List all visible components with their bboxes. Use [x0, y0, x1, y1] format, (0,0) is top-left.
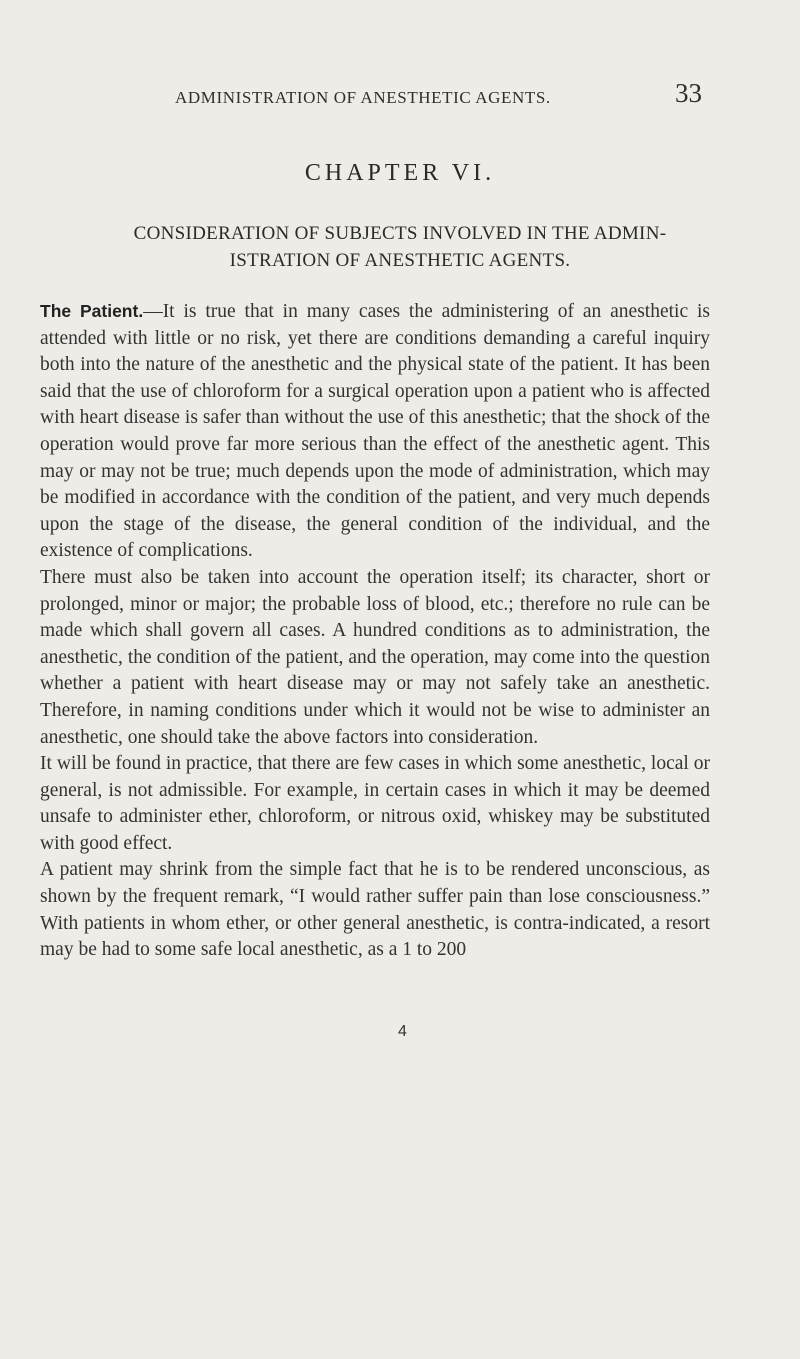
body-text — [40, 298, 710, 964]
paragraph-3: It will be found in practice, that there are few cases in which some anesthetic, local or general, is not admissible. For example, in certain cases in which it may be deemed unsafe to administer ether, chloroform, or nitrous oxid, whiskey may be substituted with good effect. — [40, 753, 710, 854]
paragraph-lead: The Patient. — [40, 301, 144, 321]
paragraph-2: There must also be taken into account the operation itself; its character, short or prolonged, minor or major; the probable loss of blood, etc.; therefore no rule can be made which shall govern all cases. A hundred conditions as to administration, the anesthetic, the condition of the patient, and the operation, may come into the question whether a patient with heart disease may or may not safely take an anesthetic. Therefore, in naming conditions under which it would not be wise to administer an anesthetic, one should take the above factors into consideration. — [40, 566, 710, 748]
page-number: 33 — [675, 78, 702, 108]
paragraph-1-text: —It is true that in many cases the administering of an anesthetic is attended with little or no risk, yet there are conditions demanding a careful inquiry both into the nature of the anesthetic and the physical state of the patient. It has been said that the use of chloroform for a surgical operation upon a patient who is affected with heart disease is safer than without the use of this anesthetic; that the shock of the operation would prove far more serious than the effect of the anesthetic agent. This may or may not be true; much depends upon the mode of administration, which may be modified in accordance with the condition of the patient, and very much depends upon the stage of the disease, the general condition of the individual, and the existence of complications. — [40, 301, 710, 562]
paragraph-4: A patient may shrink from the simple fact that he is to be rendered unconscious, as shown by the frequent remark, “I would rather suffer pain than lose consciousness.” With patients in whom ether, or other general anesthetic, is contra-indicated, a resort may be had to some safe local anesthetic, as a 1 to 200 — [40, 859, 710, 961]
section-heading-line-1: CONSIDERATION OF SUBJECTS INVOLVED IN THE ADMIN- — [133, 223, 667, 244]
running-head: ADMINISTRATION OF ANESTHETIC AGENTS. — [175, 88, 551, 107]
chapter-title: CHAPTER VI. — [304, 160, 496, 186]
paragraph-1 — [40, 298, 710, 565]
section-heading-line-2: ISTRATION OF ANESTHETIC AGENTS. — [229, 250, 571, 271]
section-heading — [90, 220, 710, 274]
signature-mark: 4 — [398, 1023, 407, 1040]
